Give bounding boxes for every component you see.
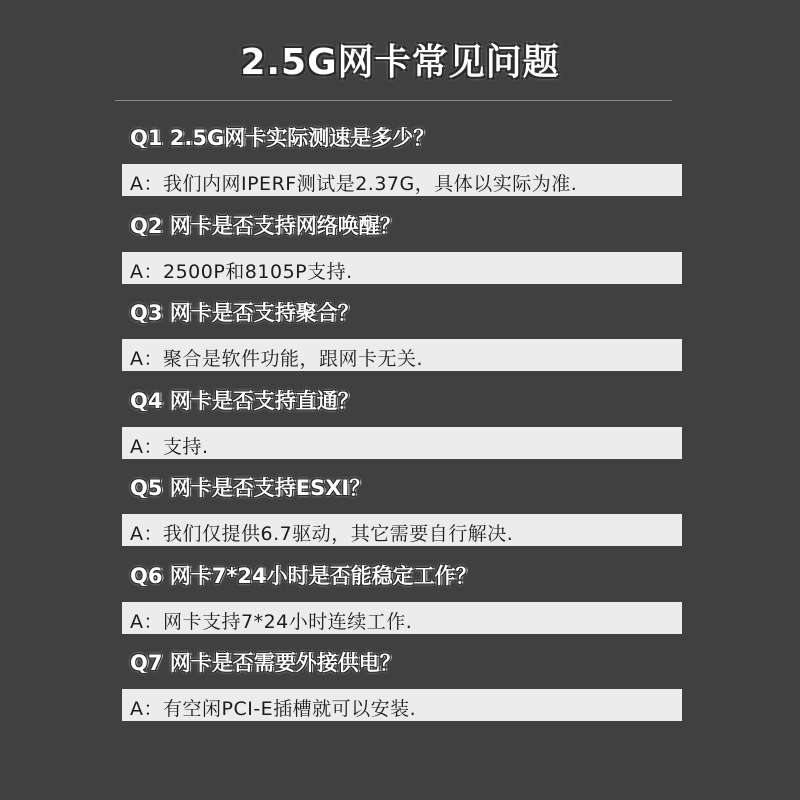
faq-answer-bar	[122, 164, 682, 196]
faq-answer-bar	[122, 602, 682, 634]
faq-answer: A：2500P和8105P支持.	[130, 260, 353, 283]
faq-question: Q7 网卡是否需要外接供电？	[130, 651, 401, 675]
faq-question: Q6 网卡7*24小时是否能稳定工作？	[130, 563, 477, 588]
faq-item	[122, 206, 682, 294]
faq-answer: A：我们内网IPERF测试是2.37G，具体以实际为准.	[130, 173, 578, 195]
faq-item	[122, 293, 682, 381]
faq-question: Q3 网卡是否支持聚合？	[130, 301, 359, 325]
faq-question: Q2 网卡是否支持网络唤醒？	[130, 213, 401, 238]
faq-item	[122, 468, 682, 556]
faq-answer-bar	[122, 427, 682, 459]
page-title: 2.5G网卡常见问题	[240, 42, 560, 83]
faq-list	[122, 118, 682, 731]
faq-question: Q4 网卡是否支持直通？	[130, 388, 359, 413]
faq-answer: A：网卡支持7*24小时连续工作.	[130, 610, 413, 633]
faq-answer-bar	[122, 689, 682, 721]
faq-item	[122, 643, 682, 731]
faq-answer-bar	[122, 339, 682, 371]
faq-item	[122, 556, 682, 644]
faq-answer: A：支持.	[130, 435, 209, 458]
faq-question: Q1 2.5G网卡实际测速是多少？	[130, 126, 435, 150]
faq-item	[122, 381, 682, 469]
faq-item	[122, 118, 682, 206]
faq-answer: A：聚合是软件功能，跟网卡无关.	[130, 348, 424, 370]
faq-answer-bar	[122, 252, 682, 284]
faq-question: Q5 网卡是否支持ESXI？	[130, 476, 371, 500]
faq-answer-bar	[122, 514, 682, 546]
faq-answer: A：我们仅提供6.7驱动，其它需要自行解决.	[130, 523, 514, 545]
title-divider	[115, 100, 672, 101]
faq-answer: A：有空闲PCI-E插槽就可以安装.	[130, 698, 417, 720]
